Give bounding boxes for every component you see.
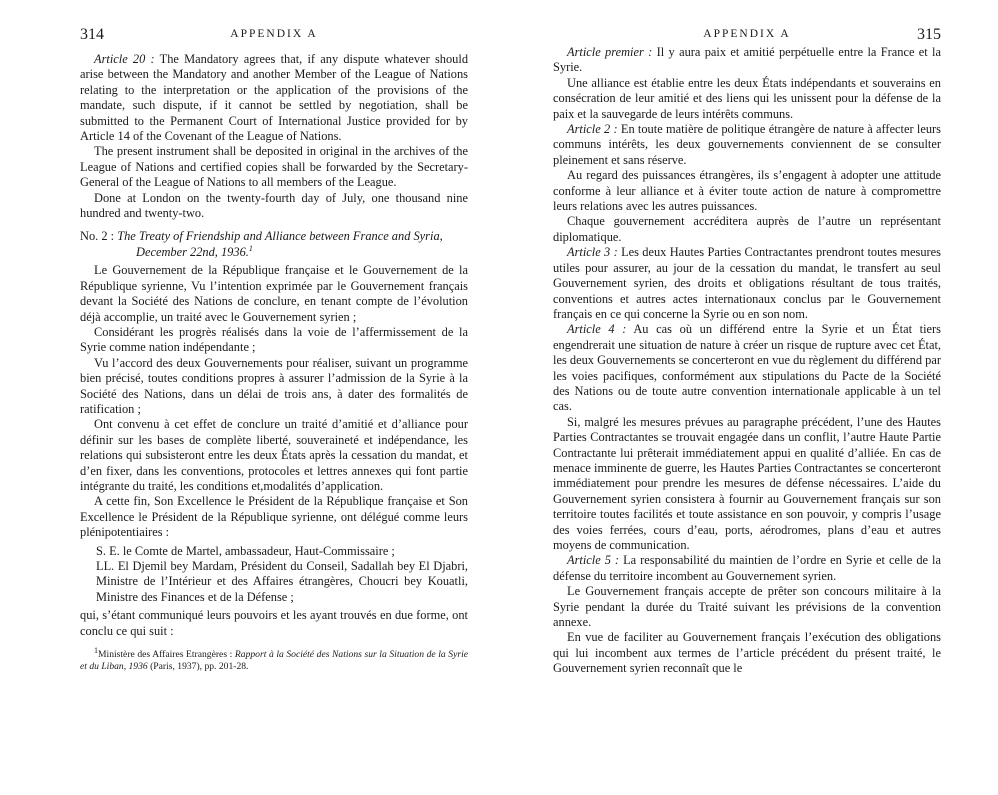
footnote-mark: 1 [248, 243, 253, 253]
footnote-mark: 1 [94, 645, 98, 655]
section-title-text: The Treaty of Friendship and Alliance between France and Syria, [117, 229, 443, 244]
paragraph [553, 45, 941, 76]
paragraph: The present instrument shall be deposited in original in the archives of the League of Nations and certified copies shall be forwarded by the Secretary-General of the League of Nations to all members of the League. [80, 144, 468, 190]
footnote-title: Rapport à la Société des Nations sur la Situation de la Syrie et du Liban, 1936 [80, 649, 468, 673]
paragraph-text: Il y aura paix et amitié perpétuelle entre la France et la Syrie. [553, 45, 941, 75]
section-label: No. 2 : [80, 229, 115, 244]
paragraph-text: La responsabilité du maintien de l’ordre en Syrie et celle de la défense du territoire incombent au Gouvernement syrien. [553, 553, 941, 583]
section-title-date: December 22nd, 1936. [136, 244, 249, 259]
plenipotentiary: LL. El Djemil bey Mardam, Président du Conseil, Sadallah bey El Djabri, Ministre de l’Intérieur et des Affaires étrangères, Choucri bey Kouatli, Ministre des Finances et de la Défense ; [96, 559, 468, 604]
paragraph: Une alliance est établie entre les deux États indépendants et souverains en consécration de leur amitié et des liens qui les unissent pour la défense de la paix et la sauvegarde de leurs intérêts communs. [553, 75, 941, 121]
paragraph: A cette fin, Son Excellence le Président de la République française et Son Excellence le Président de la République syrienne, ont délégué comme leurs plénipotentiaires : [80, 494, 468, 540]
plenipotentiary: S. E. le Comte de Martel, ambassadeur, Haut-Commissaire ; [96, 543, 395, 558]
footnote-pub: (Paris, 1937), pp. 201-28. [150, 661, 249, 673]
paragraph [553, 122, 941, 168]
paragraph [553, 553, 941, 584]
paragraph: En vue de faciliter au Gouvernement français l’exécution des obligations qui lui incombent aux termes de l’article précédent du présent traité, le Gouvernement syrien reconnaît que le [553, 630, 941, 676]
paragraph [553, 245, 941, 322]
page-body [553, 45, 941, 677]
paragraph: Considérant les progrès réalisés dans la voie de l’affermissement de la Syrie comme nation indépendante ; [80, 324, 468, 355]
page-number: 315 [917, 26, 941, 43]
section-title [80, 229, 468, 260]
paragraph: Done at London on the twenty-fourth day of July, one thousand nine hundred and twenty-two. [80, 190, 468, 221]
article-label: Article 2 : [567, 122, 618, 137]
paragraph: Au regard des puissances étrangères, ils s’engagent à adopter une attitude conforme à leur alliance et à éviter toute action de nature à compromettre leurs relations avec les autres puissances. [553, 168, 941, 214]
running-head: APPENDIX A [230, 28, 318, 40]
paragraph: Si, malgré les mesures prévues au paragraphe précédent, l’une des Hautes Parties Contractantes se trouvait engagée dans un conflit, l’autre Haute Partie Contractante lui prêterait immédiatement appui en qualité d’alliée. En cas de menace imminente de guerre, les Hautes Parties Contractantes se concerteront immédiatement pour prendre les mesures de défense nécessaires. L’aide du Gouvernement syrien consistera à fournir au Gouvernement français sur son territoire toutes facilités et toute assistance en son pouvoir, y compris l’usage des voies ferrées, cours d’eau, ports, aérodromes, plans d’eau et autres moyens de communication. [553, 414, 941, 552]
paragraph [80, 52, 468, 144]
page-number: 314 [80, 26, 104, 43]
paragraph-text: The Mandatory agrees that, if any dispute whatever should arise between the Mandatory and another Member of the League of Nations relating to the interpretation or the application of the provisions of the mandate, such dispute, if it cannot be settled by negotiation, shall be submitted to the Permanent Court of International Justice provided for by Article 14 of the Covenant of the League of Nations. [80, 52, 469, 144]
paragraph: Le Gouvernement français accepte de prêter son concours militaire à la Syrie pendant la durée du Traité suivant les prévisions de la convention annexe. [553, 584, 941, 630]
paragraph: Le Gouvernement de la République française et le Gouvernement de la République syrienne, Vu l’intention exprimée par le Gouvernement français devant la Société des Nations de conclure, en tenant compte de l’évolution déjà accomplie, un traité avec le Gouvernement syrien ; [80, 263, 468, 324]
paragraph [553, 322, 941, 414]
footnote [80, 645, 468, 673]
running-head: APPENDIX A [703, 28, 791, 40]
paragraph: Ont convenu à cet effet de conclure un traité d’amitié et d’alliance pour définir sur les bases de complète liberté, souveraineté et indépendance, les relations qui subsisteront entre les deux États après la cessation du mandat, et d’en fixer, dans les conventions, protocoles et lettres annexes qui font partie intégrante du traité, les conditions et,modalités d’application. [80, 417, 468, 493]
article-label: Article 5 : [567, 553, 620, 568]
footnote-source: Ministère des Affaires Etrangères : [98, 649, 233, 661]
article-label: Article 3 : [567, 245, 618, 260]
paragraph: qui, s’étant communiqué leurs pouvoirs et les ayant trouvés en due forme, ont conclu ce qui suit : [80, 608, 468, 638]
paragraph: Chaque gouvernement accréditera auprès de l’autre un représentant diplomatique. [553, 214, 941, 244]
article-label: Article premier : [567, 45, 653, 59]
paragraph-text: Les deux Hautes Parties Contractantes prendront toutes mesures utiles pour assurer, au jour de la cessation du mandat, le transfert au seul Gouvernement syrien, des droits et obligations résultant de tous traités, conventions et autres actes internationaux conclus par le Gouvernement français en ce qui concerne la Syrie ou en son nom. [553, 245, 941, 321]
article-label: Article 4 : [567, 322, 627, 337]
paragraph-text: Au cas où un différend entre la Syrie et un État tiers engendrerait une situation de nature à créer un risque de rupture avec cet État, les deux Gouvernements se concerteront en vue du règlement du différend par les voies pacifiques, conformément aux stipulations du Pacte de la Société des Nations ou de toute autre convention internationale applicable à un tel cas. [553, 322, 941, 414]
page-body [80, 52, 468, 673]
paragraph-text: En toute matière de politique étrangère de nature à affecter leurs communs intérêts, les deux gouvernements conviennent de se consulter pleinement et sans réserve. [553, 122, 941, 167]
article-label: Article 20 : [94, 52, 155, 66]
paragraph: Vu l’accord des deux Gouvernements pour réaliser, suivant un programme bien précisé, toutes conditions propres à assurer l’admission de la Syrie à la Société des Nations, dans un délai de trois ans, à dater des formalités de ratification ; [80, 355, 468, 416]
